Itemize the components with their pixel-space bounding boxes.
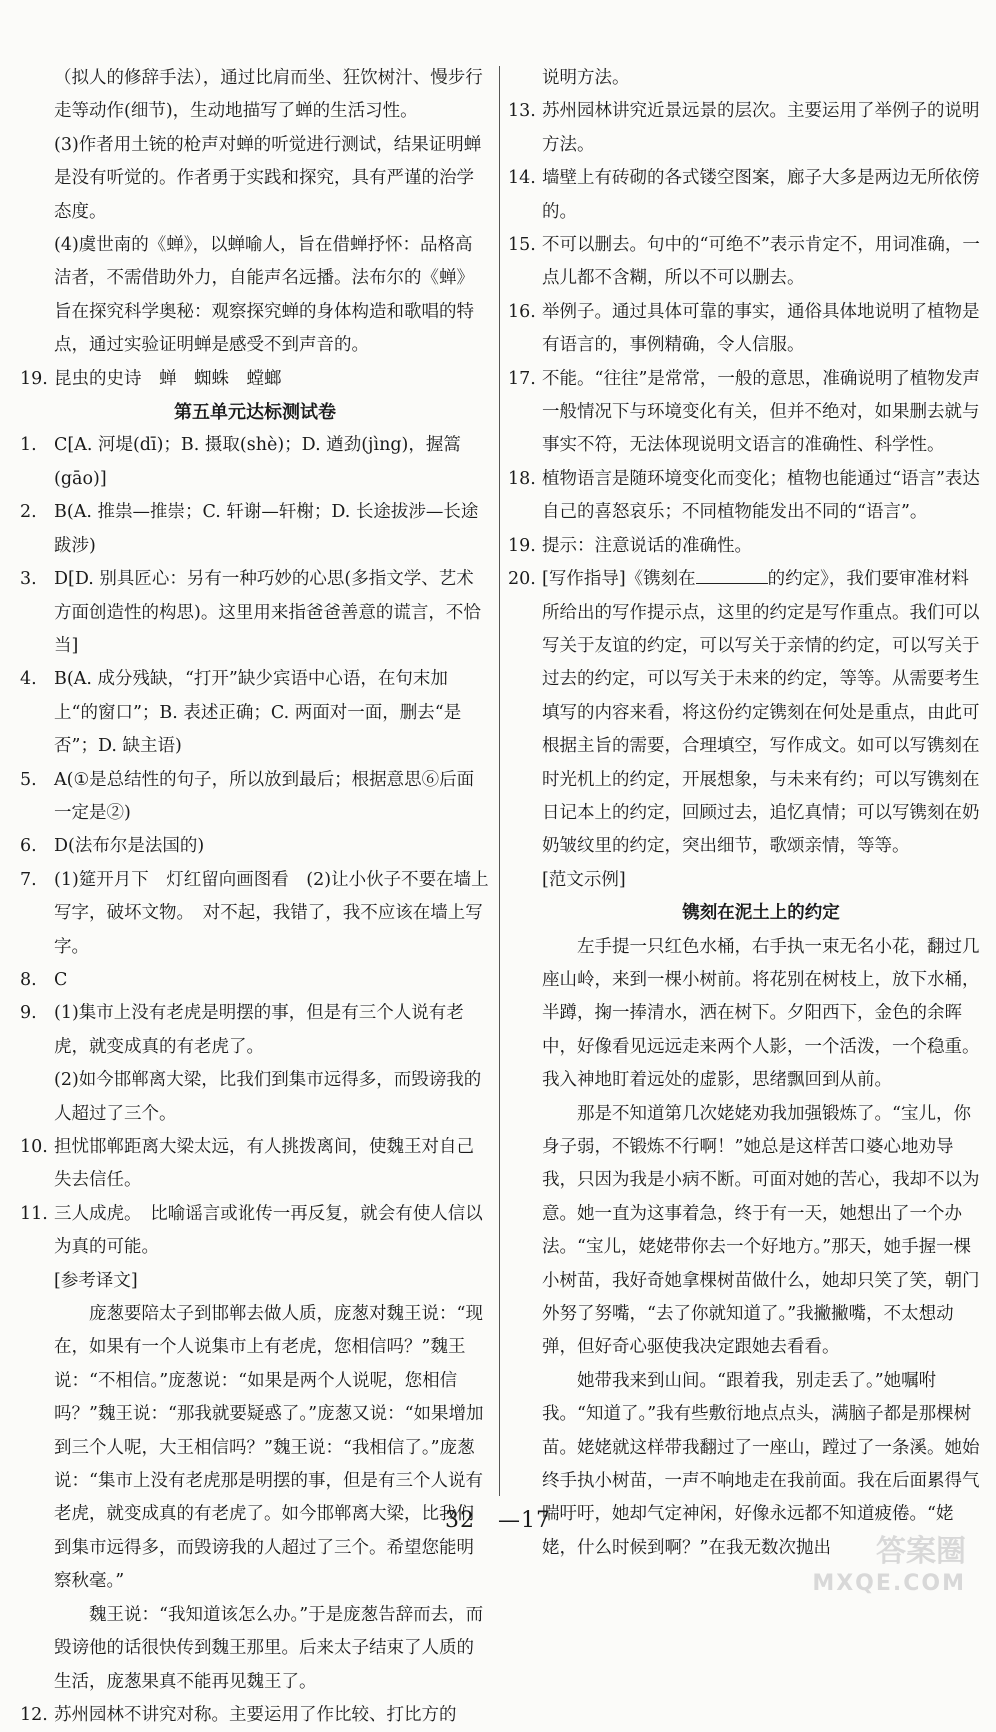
answer-item-4: 4. B(A. 成分残缺，“打开”缺少宾语中心语，在句末加上“的窗口”；B. 表述正确；C. 两面对一面，删去“是否”；D. 缺主语): [20, 669, 462, 757]
translation-paragraph: 庞葱要陪太子到邯郸去做人质，庞葱对魏王说：“现在，如果有一个人说集市上有老虎，您相信吗？”魏王说：“不相信。”庞葱说：“如果是两个人说呢，您相信吗？”魏王说：“那我就要疑惑了。”庞葱又说：“如果增加到三个人呢，大王相信吗？”魏王说：“我相信了。”庞葱说：“集市上没有老虎那是明摆的事，但是有三个人说有老虎，就变成真的有老虎了。如今邯郸离大梁，比我们到集市远得多，而毁谤我的人超过了三个。希望您能明察秋毫。”: [54, 1304, 484, 1592]
answer-item-9: 9. (1)集市上没有老虎是明摆的事，但是有三个人说有老虎，就变成真的有老虎了。 (2)如今邯郸离大梁，比我们到集市远得多，而毁谤我的人超过了三个。: [20, 1003, 482, 1124]
column-divider: [499, 66, 500, 1496]
continuation-text: (3)作者用土铳的枪声对蝉的听觉进行测试，结果证明蝉是没有听觉的。作者勇于实践和探究，具有严谨的治学态度。: [54, 134, 482, 222]
watermark-url: MXQE.COM: [812, 1571, 966, 1596]
translation-paragraph: 魏王说：“我知道该怎么办。”于是庞葱告辞而去，而毁谤他的话很快传到魏王那里。后来太子结束了人质的生活，庞葱果真不能再见魏王了。: [54, 1604, 484, 1692]
answer-item-16: 16. 举例子。通过具体可靠的事实，通俗具体地说明了植物是有语言的，事例精确，令人信服。: [508, 301, 980, 356]
right-column: [508, 62, 980, 1565]
continuation-text: (4)虞世南的《蝉》，以蝉喻人，旨在借蝉抒怀：品格高洁者，不需借助外力，自能声名远播。法布尔的《蝉》旨在探究科学奥秘：观察探究蝉的身体构造和歌唱的特点，通过实验证明蝉是感受不到声音的。: [54, 235, 474, 356]
answer-item-19: 19. 提示：注意说话的准确性。: [508, 535, 752, 556]
essay-paragraph: 那是不知道第几次姥姥劝我加强锻炼了。“宝儿，你身子弱，不锻炼不行啊！”她总是这样苦口婆心地劝导我，只因为我是小病不断。可面对她的苦心，我却不以为意。她一直为这事着急，终于有一天，她想出了一个办法。“宝儿，姥姥带你去一个好地方。”那天，她手握一棵小树苗，我好奇她拿棵树苗做什么，她却只笑了笑，朝门外努了努嘴，“去了你就知道了。”我撇撇嘴，不太想动弹，但好奇心驱使我决定跟她去看看。: [542, 1103, 980, 1358]
answer-item-8: 8. C: [20, 969, 68, 990]
answer-item-17: 17. 不能。“往往”是常常，一般的意思，准确说明了植物发声一般情况下与环境变化有关，但并不绝对，如果删去就与事实不符，无法体现说明文语言的准确性、科学性。: [508, 368, 980, 456]
page-number: 32 —17: [445, 1508, 551, 1533]
answer-item-7: 7. (1)筵开月下 灯红留向画图看 (2)让小伙子不要在墙上写字，破坏文物。 对不起，我错了，我不应该在墙上写字。: [20, 869, 489, 957]
essay-paragraph: 她带我来到山间。“跟着我，别走丢了。”她嘱咐我。“知道了。”我有些敷衍地点点头，满脑子都是那棵树苗。姥姥就这样带我翻过了一座山，蹚过了一条溪。她始终手执小树苗，一声不响地走在我前面。我在后面累得气喘吁吁，她却气定神闲，好像永远都不知道疲倦。“姥姥，什么时候到啊？”在我无数次抛出: [542, 1370, 980, 1558]
answer-item-12: 12. 苏州园林不讲究对称。主要运用了作比较、打比方的: [20, 1704, 457, 1725]
answer-item-18: 18. 植物语言是随环境变化而变化；植物也能通过“语言”表达自己的喜怒哀乐；不同植物能发出不同的“语言”。: [508, 468, 980, 523]
essay-title: 镌刻在泥土上的约定: [682, 903, 840, 924]
answer-item-19: 19. 昆虫的史诗 蝉 蜘蛛 螳螂: [20, 368, 282, 389]
answer-item-2: 2. B(A. 推祟—推崇；C. 轩谢—轩榭；D. 长途拔涉—长途跋涉): [20, 502, 479, 556]
answer-item-6: 6. D(法布尔是法国的): [20, 836, 205, 857]
fill-in-blank: [696, 565, 768, 584]
answer-item-3: 3. D[D. 别具匠心：另有一种巧妙的心思(多指文学、艺术方面创造性的构思)。这里用来指爸爸善意的谎言，不恰当]: [20, 569, 481, 656]
continuation-text: 说明方法。: [542, 68, 630, 88]
answer-item-1: 1. C[A. 河堤(dī)；B. 摄取(shè)；D. 遒劲(jìng)，握篙(gāo)]: [20, 435, 461, 489]
answer-item-14: 14. 墙壁上有砖砌的各式镂空图案，廊子大多是两边无所依傍的。: [508, 168, 980, 222]
sample-essay-label: [范文示例]: [542, 869, 626, 890]
section-title: 第五单元达标测试卷: [174, 402, 336, 424]
answer-item-11: 11. 三人成虎。 比喻谣言或讹传一再反复，就会有使人信以为真的可能。: [20, 1203, 483, 1258]
left-column: [20, 62, 490, 1732]
answer-item-15: 15. 不可以删去。句中的“可绝不”表示肯定不，用词准确，一点儿都不含糊，所以不可以删去。: [508, 235, 980, 289]
continuation-text: （拟人的修辞手法），通过比肩而坐、狂饮树汁、慢步行走等动作(细节)，生动地描写了蝉的生活习性。: [54, 68, 483, 122]
watermark-logo: 答案圈: [876, 1534, 966, 1569]
answer-item-20: 20. [写作指导]《镌刻在 的约定》，我们要审准材料所给出的写作提示点，这里的约定是写作重点。我们可以写关于友谊的约定，可以写关于亲情的约定，可以写关于过去的约定，可以写关于未来的约定，等等。从需要考生填写的内容来看，将这份约定镌刻在何处是重点，由此可根据主旨的需要，合理填空，写作成文。如可以写镌刻在时光机上的约定，开展想象，与未来有约；可以写镌刻在日记本上的约定，回顾过去，追忆真情；可以写镌刻在奶奶皱纹里的约定，突出细节，歌颂亲情，等等。: [508, 563, 980, 864]
answer-item-10: 10. 担忧邯郸距离大梁太远，有人挑拨离间，使魏王对自己失去信任。: [20, 1137, 474, 1191]
answer-item-13: 13. 苏州园林讲究近景远景的层次。主要运用了举例子的说明方法。: [508, 101, 980, 155]
answer-item-5: 5. A(①是总结性的句子，所以放到最后；根据意思⑥后面一定是②): [20, 769, 475, 823]
essay-paragraph: 左手提一只红色水桶，右手执一束无名小花，翻过几座山岭，来到一棵小树前。将花别在树枝上，放下水桶，半蹲，掬一捧清水，洒在树下。夕阳西下，金色的余晖中，好像看见远远走来两个人影，一个活泼，一个稳重。我入神地盯着远处的虚影，思绪飘回到从前。: [542, 936, 980, 1091]
reference-translation-label: [参考译文]: [54, 1270, 138, 1291]
